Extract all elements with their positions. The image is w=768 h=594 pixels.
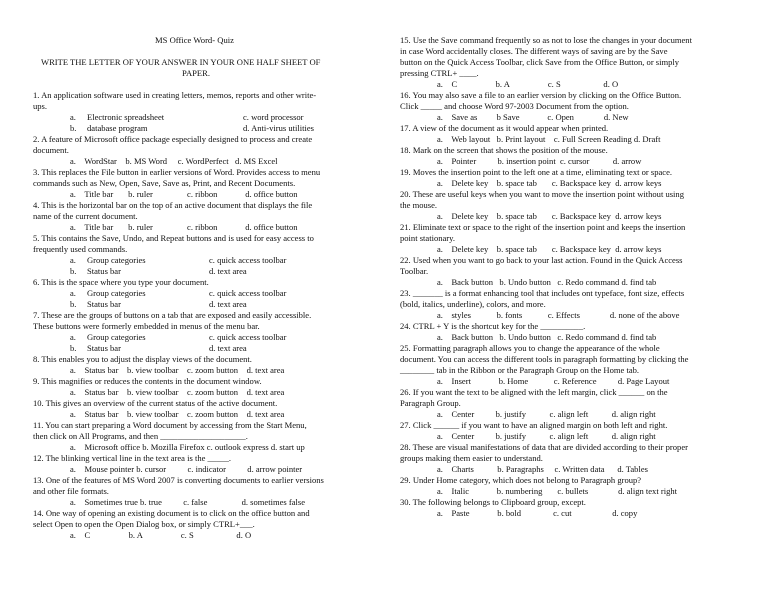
question-15-line-4: pressing CTRL+ ____. bbox=[400, 68, 479, 78]
q7-option-c: c. quick access toolbar bbox=[209, 332, 287, 342]
q7-option-a-letter: a. bbox=[70, 332, 76, 342]
question-18: 18. Mark on the screen that shows the position of the mouse. bbox=[400, 145, 608, 155]
q1-option-a-letter: a. bbox=[70, 112, 76, 122]
question-22-line-2: Toolbar. bbox=[400, 266, 429, 276]
q7-option-b-letter: b. bbox=[70, 343, 77, 353]
question-16-line-2: Click _____ and choose Word 97-2003 Document from the option. bbox=[400, 101, 629, 111]
q6-option-a: Group categories bbox=[87, 288, 146, 298]
question-3-line-1: 3. This replaces the File button in earlier versions of Word. Provides access to menu bbox=[33, 167, 321, 177]
question-28-line-2: groups making them easier to understand. bbox=[400, 453, 543, 463]
question-23-line-1: 23. _______ is a format enhancing tool that includes ont typeface, font size, effects bbox=[400, 288, 685, 298]
q1-option-a: Electronic spreadsheet bbox=[87, 112, 165, 122]
question-15-line-2: in case Word accidentally closes. The different ways of saving are by the Save bbox=[400, 46, 668, 56]
q6-option-c: c. quick access toolbar bbox=[209, 288, 287, 298]
q16-options: a. Save as b Save c. Open d. New bbox=[437, 112, 629, 122]
question-20-line-2: the mouse. bbox=[400, 200, 438, 210]
q14-options: a. C b. A c. S d. O bbox=[70, 530, 252, 540]
q23-options: a. styles b. fonts c. Effects d. none of the above bbox=[437, 310, 680, 320]
question-11-line-1: 11. You can start preparing a Word document by accessing from the Start Menu, bbox=[33, 420, 307, 430]
question-24: 24. CTRL + Y is the shortcut key for the __________. bbox=[400, 321, 586, 331]
question-29: 29. Under Home category, which does not belong to Paragraph group? bbox=[400, 475, 642, 485]
question-25-line-2: document. You can access the different tools in paragraph formatting by clicking the bbox=[400, 354, 689, 364]
question-25-line-3: ________ tab in the Ribbon or the Paragraph Group on the Home tab. bbox=[400, 365, 640, 375]
q30-options: a. Paste b. bold c. cut d. copy bbox=[437, 508, 638, 518]
q1-option-b-letter: b. bbox=[70, 123, 77, 133]
question-25-line-1: 25. Formatting paragraph allows you to change the appearance of the whole bbox=[400, 343, 660, 353]
instructions-line-1: WRITE THE LETTER OF YOUR ANSWER IN YOUR ONE HALF SHEET OF bbox=[41, 57, 321, 67]
question-5-line-1: 5. This contains the Save, Undo, and Repeat buttons and is used for easy access to bbox=[33, 233, 314, 243]
q13-options: a. Sometimes true b. true c. false d. sometimes false bbox=[70, 497, 305, 507]
question-10: 10. This gives an overview of the current status of the active document. bbox=[33, 398, 278, 408]
question-17: 17. A view of the document as it would appear when printed. bbox=[400, 123, 609, 133]
q8-options: a. Status bar b. view toolbar c. zoom button d. text area bbox=[70, 365, 285, 375]
question-13-line-2: and other file formats. bbox=[33, 486, 109, 496]
question-4-line-1: 4. This is the horizontal bar on the top of an active document that displays the file bbox=[33, 200, 313, 210]
q20-options: a. Delete key b. space tab c. Backspace key d. arrow keys bbox=[437, 211, 662, 221]
question-1-line-2: ups. bbox=[33, 101, 48, 111]
q2-options: a. WordStar b. MS Word c. WordPerfect d. MS Excel bbox=[70, 156, 278, 166]
q27-options: a. Center b. justify c. align left d. align right bbox=[437, 431, 656, 441]
q5-option-a: Group categories bbox=[87, 255, 146, 265]
question-21-line-2: point stationary. bbox=[400, 233, 455, 243]
question-15-line-3: button on the Quick Access Toolbar, click Save from the Office Button, or simply bbox=[400, 57, 680, 67]
question-8: 8. This enables you to adjust the display views of the document. bbox=[33, 354, 252, 364]
q5-option-a-letter: a. bbox=[70, 255, 76, 265]
q18-options: a. Pointer b. insertion point c. cursor d. arrow bbox=[437, 156, 642, 166]
question-7-line-1: 7. These are the groups of buttons on a tab that are exposed and easily accessible. bbox=[33, 310, 312, 320]
quiz-title: MS Office Word- Quiz bbox=[155, 35, 234, 45]
q7-option-d: d. text area bbox=[209, 343, 247, 353]
question-26-line-2: Paragraph Group. bbox=[400, 398, 461, 408]
q5-option-d: d. text area bbox=[209, 266, 247, 276]
q25-options: a. Insert b. Home c. Reference d. Page Layout bbox=[437, 376, 670, 386]
q21-options: a. Delete key b. space tab c. Backspace key d. arrow keys bbox=[437, 244, 662, 254]
q5-option-b-letter: b. bbox=[70, 266, 77, 276]
question-9: 9. This magnifies or reduces the contents in the document window. bbox=[33, 376, 262, 386]
question-14-line-1: 14. One way of opening an existing document is to click on the office button and bbox=[33, 508, 310, 518]
q1-option-c: c. word processor bbox=[243, 112, 304, 122]
q24-options: a. Back button b. Undo button c. Redo command d. find tab bbox=[437, 332, 657, 342]
question-4-line-2: name of the current document. bbox=[33, 211, 138, 221]
q3-options: a. Title bar b. ruler c. ribbon d. office button bbox=[70, 189, 298, 199]
q4-options: a. Title bar b. ruler c. ribbon d. office button bbox=[70, 222, 298, 232]
q6-option-b: Status bar bbox=[87, 299, 121, 309]
q29-options: a. Italic b. numbering c. bullets d. align text right bbox=[437, 486, 677, 496]
question-7-line-2: These buttons were formerly embedded in menus of the menu bar. bbox=[33, 321, 260, 331]
q7-option-a: Group categories bbox=[87, 332, 146, 342]
question-5-line-2: frequently used commands. bbox=[33, 244, 128, 254]
q11-options: a. Microsoft office b. Mozilla Firefox c. outlook express d. start up bbox=[70, 442, 305, 452]
q19-options: a. Delete key b. space tab c. Backspace key d. arrow keys bbox=[437, 178, 662, 188]
question-2-line-2: document. bbox=[33, 145, 69, 155]
question-6: 6. This is the space where you type your document. bbox=[33, 277, 209, 287]
question-23-line-2: (bold, italics, underline), colors, and more. bbox=[400, 299, 546, 309]
q1-option-b: database program bbox=[87, 123, 148, 133]
q9-options: a. Status bar b. view toolbar c. zoom button d. text area bbox=[70, 387, 285, 397]
question-15-line-1: 15. Use the Save command frequently so as not to lose the changes in your document bbox=[400, 35, 692, 45]
q5-option-c: c. quick access toolbar bbox=[209, 255, 287, 265]
instructions-line-2: PAPER. bbox=[182, 68, 210, 78]
q17-options: a. Web layout b. Print layout c. Full Screen Reading d. Draft bbox=[437, 134, 661, 144]
question-26-line-1: 26. If you want the text to be aligned with the left margin, click ______ on the bbox=[400, 387, 668, 397]
question-11-line-2: then click on All Programs, and then ____________________. bbox=[33, 431, 248, 441]
question-16-line-1: 16. You may also save a file to an earlier version by clicking on the Office Button. bbox=[400, 90, 682, 100]
question-2-line-1: 2. A feature of Microsoft office package especially designed to process and create bbox=[33, 134, 313, 144]
q1-option-d: d. Anti-virus utilities bbox=[243, 123, 314, 133]
q26-options: a. Center b. justify c. align left d. align right bbox=[437, 409, 656, 419]
q10-options: a. Status bar b. view toolbar c. zoom button d. text area bbox=[70, 409, 285, 419]
question-14-line-2: select Open to open the Open Dialog box, or simply CTRL+___. bbox=[33, 519, 255, 529]
q7-option-b: Status bar bbox=[87, 343, 121, 353]
question-12: 12. The blinking vertical line in the text area is the _____. bbox=[33, 453, 232, 463]
question-3-line-2: commands such as New, Open, Save, Save as, Print, and Recent Documents. bbox=[33, 178, 296, 188]
q15-options: a. C b. A c. S d. O bbox=[437, 79, 619, 89]
question-28-line-1: 28. These are visual manifestations of data that are divided according to their proper bbox=[400, 442, 688, 452]
q6-option-a-letter: a. bbox=[70, 288, 76, 298]
q6-option-d: d. text area bbox=[209, 299, 247, 309]
q12-options: a. Mouse pointer b. cursor c. indicator d. arrow pointer bbox=[70, 464, 303, 474]
question-13-line-1: 13. One of the features of MS Word 2007 is converting documents to earlier versions bbox=[33, 475, 324, 485]
question-21-line-1: 21. Eliminate text or space to the right of the insertion point and keeps the insertion bbox=[400, 222, 686, 232]
question-22-line-1: 22. Used when you want to go back to your last action. Found in the Quick Access bbox=[400, 255, 683, 265]
question-20-line-1: 20. These are useful keys when you want to move the insertion point without using bbox=[400, 189, 684, 199]
question-30: 30. The following belongs to Clipboard group, except. bbox=[400, 497, 586, 507]
question-27: 27. Click ______ if you want to have an aligned margin on both left and right. bbox=[400, 420, 668, 430]
question-1-line-1: 1. An application software used in creating letters, memos, reports and other write- bbox=[33, 90, 317, 100]
q22-options: a. Back button b. Undo button c. Redo command d. find tab bbox=[437, 277, 657, 287]
q5-option-b: Status bar bbox=[87, 266, 121, 276]
q28-options: a. Charts b. Paragraphs c. Written data d. Tables bbox=[437, 464, 648, 474]
question-19: 19. Moves the insertion point to the left one at a time, eliminating text or space. bbox=[400, 167, 673, 177]
q6-option-b-letter: b. bbox=[70, 299, 77, 309]
